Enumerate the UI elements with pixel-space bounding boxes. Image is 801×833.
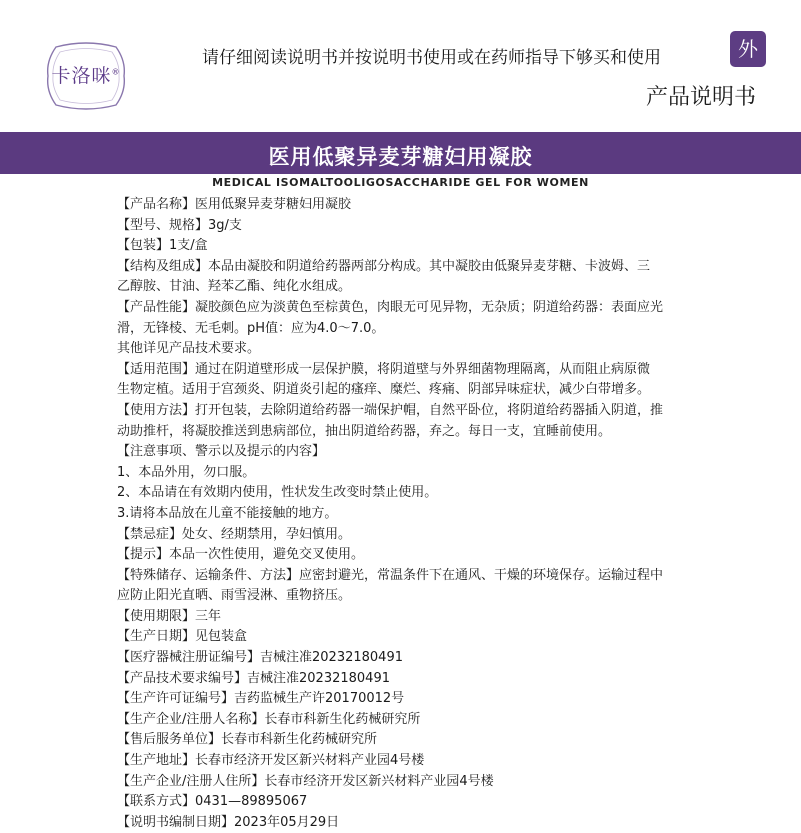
instruction-line: 【说明书编制日期】2023年05月29日 [117, 814, 340, 830]
instruction-line: 【产品名称】医用低聚异麦芽糖妇用凝胶 [117, 197, 352, 212]
instruction-line: 【使用方法】打开包装，去除阴道给药器一端保护帽，自然平卧位，将阴道给药器插入阴道，推 [117, 402, 664, 418]
instruction-line: 生物定植。适用于宫颈炎、阴道炎引起的瘙痒、糜烂、疼痛、阴部异味症状，减少白带增多。 [117, 382, 651, 398]
instruction-line: 乙醇胺、甘油、羟苯乙酯、纯化水组成。 [117, 279, 352, 295]
instruction-line: 应防止阳光直晒、雨雪浸淋、重物挤压。 [117, 588, 352, 604]
brand-logo [44, 41, 128, 111]
instruction-line: 【适用范围】通过在阴道壁形成一层保护膜，将阴道壁与外界细菌物理隔离，从而阻止病原微 [117, 361, 651, 377]
instruction-line: 【提示】本品一次性使用，避免交叉使用。 [117, 547, 365, 563]
instruction-line: 【包装】1支/盒 [117, 238, 208, 254]
instruction-line: 2、本品请在有效期内使用，性状发生改变时禁止使用。 [117, 485, 438, 501]
document-title: 产品说明书 [646, 85, 757, 110]
instruction-line: 滑，无锋棱、无毛刺。pH值：应为4.0～7.0。 [117, 320, 385, 336]
external-use-badge: 外 [730, 31, 766, 67]
instruction-line: 动助推杆，将凝胶推送到患病部位，抽出阴道给药器，弃之。每日一支，宜睡前使用。 [117, 423, 612, 439]
instruction-line: 【生产企业/注册人名称】长春市科新生化药械研究所 [117, 711, 421, 727]
instruction-line: 【特殊储存、运输条件、方法】应密封避光，常温条件下在通风、干燥的环境保存。运输过程中 [117, 567, 664, 583]
instruction-line: 【售后服务单位】长春市科新生化药械研究所 [117, 732, 378, 748]
instruction-line: 【注意事项、警示以及提示的内容】 [117, 444, 326, 460]
instruction-line: 【禁忌症】处女、经期禁用，孕妇慎用。 [117, 526, 352, 542]
logo-wordmark: 卡洛咪® [51, 65, 121, 87]
instruction-line: 3.请将本品放在儿童不能接触的地方。 [117, 505, 338, 521]
instruction-line: 【生产日期】见包装盒 [117, 629, 248, 645]
instruction-line: 【型号、规格】3g/支 [117, 217, 242, 233]
instruction-line: 【生产许可证编号】吉药监械生产许20170012号 [117, 691, 405, 707]
instruction-line: 1、本品外用，勿口服。 [117, 464, 256, 480]
instruction-line: 【产品性能】凝胶颜色应为淡黄色至棕黄色，肉眼无可见异物，无杂质；阴道给药器：表面应光 [117, 299, 664, 315]
instruction-line: 【使用期限】三年 [117, 608, 222, 624]
instruction-line: 【结构及组成】本品由凝胶和阴道给药器两部分构成。其中凝胶由低聚异麦芽糖、卡波姆、三 [117, 258, 651, 274]
instruction-line: 【生产地址】长春市经济开发区新兴材料产业园4号楼 [117, 753, 425, 769]
product-title-cn: 医用低聚异麦芽糖妇用凝胶 [268, 145, 533, 169]
instruction-line: 【生产企业/注册人住所】长春市经济开发区新兴材料产业园4号楼 [117, 773, 494, 789]
instruction-line: 【产品技术要求编号】吉械注准20232180491 [117, 670, 390, 686]
product-title-en: MEDICAL ISOMALTOOLIGOSACCHARIDE GEL FOR WOMEN [212, 176, 589, 189]
instruction-line: 其他详见产品技术要求。 [117, 341, 261, 357]
instruction-line: 【联系方式】0431—89895067 [117, 794, 308, 810]
instructions-body [117, 195, 692, 833]
instruction-line: 【医疗器械注册证编号】吉械注准20232180491 [117, 650, 403, 666]
usage-notice: 请仔细阅读说明书并按说明书使用或在药师指导下够买和使用 [202, 48, 661, 68]
